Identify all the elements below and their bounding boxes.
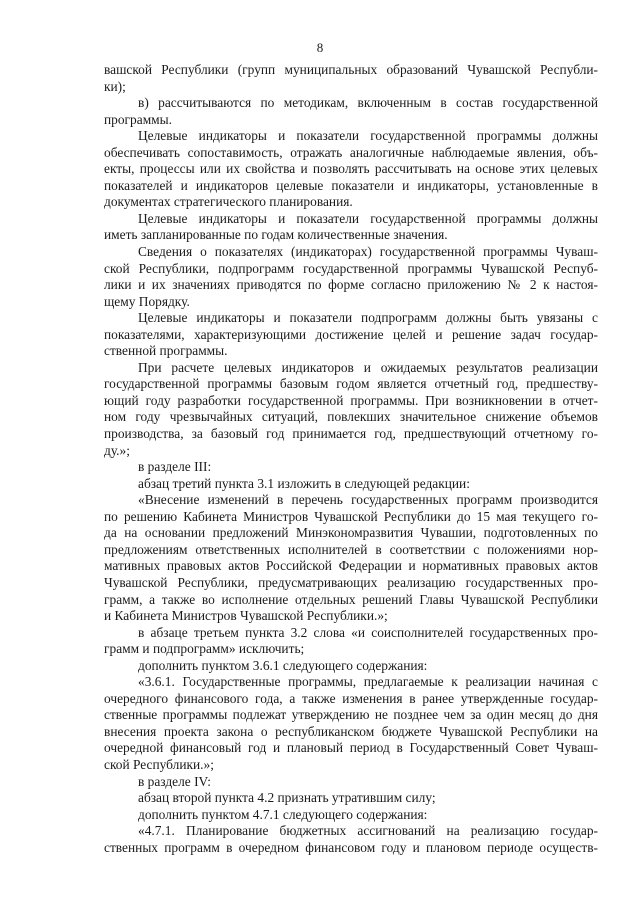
text-line: показателями, характеризующими достижение целей и решение задач государ- bbox=[104, 326, 598, 342]
page-number: 8 bbox=[316, 40, 324, 55]
text-line: ственных программ в очередном финансовом году и плановом периоде осуществ- bbox=[104, 839, 598, 855]
text-line: ду.»; bbox=[104, 442, 130, 458]
text-line: ской Республики, подпрограмм государственной программы Чувашской Респуб- bbox=[104, 260, 598, 276]
text-line: в разделе IV: bbox=[138, 773, 211, 789]
text-line: ющий году разработки государственной программы. При возникновении в отчет- bbox=[104, 392, 598, 408]
text-line: обеспечивать сопоставимость, отражать аналогичные наблюдаемые явления, объ- bbox=[104, 144, 598, 160]
text-line: очередного финансового года, а также изменения в ранее утвержденные государ- bbox=[104, 690, 598, 706]
text-line: ственные программы подлежат утверждению не позднее чем за один месяц до дня bbox=[104, 707, 598, 723]
text-line: да на основании предложений Минэкономразвития Чувашии, подготовленных по bbox=[104, 525, 598, 541]
text-line: программы. bbox=[104, 111, 172, 127]
text-line: в разделе III: bbox=[138, 459, 212, 475]
text-line: При расчете целевых индикаторов и ожидаемых результатов реализации bbox=[138, 359, 598, 375]
text-line: грамм, а также во исполнение отдельных решений Главы Чувашской Республики bbox=[104, 591, 598, 607]
document-body bbox=[104, 62, 598, 856]
text-line: государственной программы базовым годом является отчетный год, предшеству- bbox=[104, 376, 598, 392]
text-line: дополнить пунктом 4.7.1 следующего содержания: bbox=[138, 806, 428, 822]
text-line: ственной программы. bbox=[104, 343, 228, 359]
text-line: мативных правовых актов Российской Федерации и нормативных правовых актов bbox=[104, 558, 598, 574]
text-line: «Внесение изменений в перечень государственных программ производится bbox=[138, 492, 598, 508]
text-line: предложениям ответственных исполнителей в соответствии с положениями нор- bbox=[104, 541, 598, 557]
text-line: абзац второй пункта 4.2 признать утратившим силу; bbox=[138, 790, 436, 806]
text-line: екты, процессы или их свойства и позволять рассчитывать на основе этих целевых bbox=[104, 161, 598, 177]
text-line: вашской Республики (групп муниципальных образований Чувашской Республи- bbox=[104, 62, 598, 77]
text-line: по решению Кабинета Министров Чувашской Республики до 15 мая текущего го- bbox=[104, 508, 598, 524]
text-line: Сведения о показателях (индикаторах) государственной программы Чуваш- bbox=[138, 244, 598, 260]
text-line: и Кабинета Министров Чувашской Республики.»; bbox=[104, 608, 388, 624]
text-line: в абзаце третьем пункта 3.2 слова «и соисполнителей государственных про- bbox=[138, 624, 598, 640]
text-line: ки); bbox=[104, 78, 126, 94]
text-line: Целевые индикаторы и показатели государственной программы должны bbox=[138, 128, 598, 144]
text-line: лики и их значениях приводятся по форме согласно приложению № 2 к настоя- bbox=[104, 277, 598, 293]
text-line: грамм и подпрограмм» исключить; bbox=[104, 641, 305, 657]
text-line: щему Порядку. bbox=[104, 293, 190, 309]
text-line: внесения проекта закона о республиканском бюджете Чувашской Республики на bbox=[104, 723, 598, 739]
text-line: производства, за базовый год принимается год, предшествующий отчетному го- bbox=[104, 426, 598, 442]
text-line: абзац третий пункта 3.1 изложить в следующей редакции: bbox=[138, 475, 470, 491]
text-line: ской Республики.»; bbox=[104, 756, 214, 772]
text-line: очередной финансовый год и плановый период в Государственный Совет Чуваш- bbox=[104, 740, 598, 756]
text-line: ном году чрезвычайных ситуаций, повлекших значительное снижение объемов bbox=[104, 409, 598, 425]
text-line: иметь запланированные по годам количественные значения. bbox=[104, 227, 448, 243]
text-line: показателей и индикаторов целевые показатели и индикаторы, установленные в bbox=[104, 177, 598, 193]
text-line: документах стратегического планирования. bbox=[104, 194, 353, 210]
text-line: «4.7.1. Планирование бюджетных ассигнований на реализацию государ- bbox=[138, 823, 598, 839]
text-line: «3.6.1. Государственные программы, предлагаемые к реализации начиная с bbox=[138, 674, 598, 690]
text-line: в) рассчитываются по методикам, включенным в состав государственной bbox=[138, 95, 598, 111]
text-line: дополнить пунктом 3.6.1 следующего содержания: bbox=[138, 657, 428, 673]
text-line: Целевые индикаторы и показатели государственной программы должны bbox=[138, 210, 598, 226]
text-line: Целевые индикаторы и показатели подпрограмм должны быть увязаны с bbox=[138, 310, 598, 326]
text-line: Чувашской Республики, предусматривающих реализацию государственных про- bbox=[104, 574, 598, 590]
